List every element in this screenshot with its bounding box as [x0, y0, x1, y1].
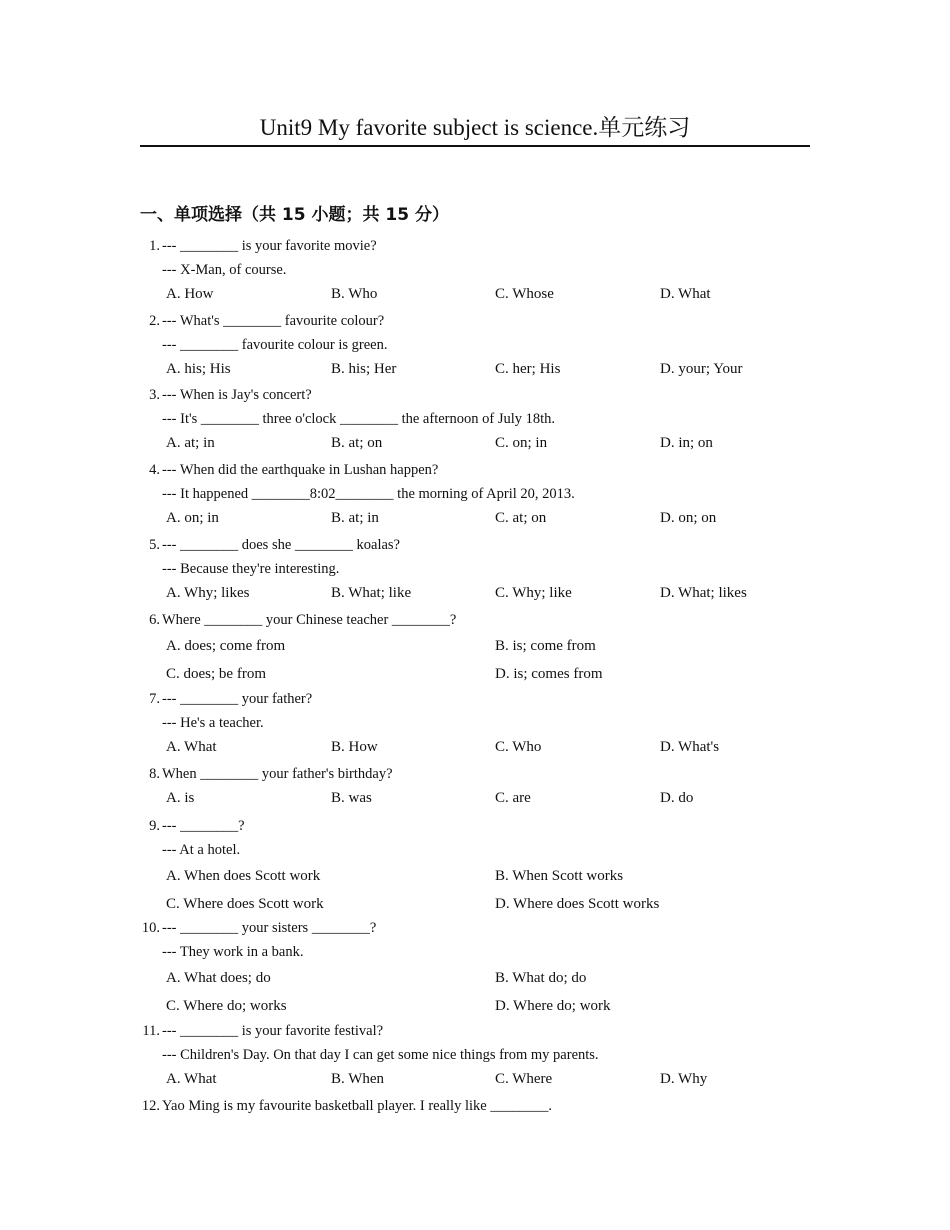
- question-7: [140, 687, 820, 759]
- option-d: D. Why: [660, 1071, 708, 1087]
- question-number: 9.: [149, 818, 160, 834]
- option-a: A. does; come from: [166, 638, 286, 654]
- option-c: C. Who: [495, 739, 542, 755]
- option-b: B. How: [331, 739, 378, 755]
- option-a: A. What does; do: [166, 970, 271, 986]
- option-d: D. What's: [660, 739, 720, 755]
- option-c: C. her; His: [495, 361, 561, 377]
- option-d: D. your; Your: [660, 361, 743, 377]
- question-3: [140, 383, 820, 455]
- option-b: B. What; like: [331, 585, 412, 601]
- option-b: B. his; Her: [331, 361, 397, 377]
- question-answer-line: --- They work in a bank.: [162, 944, 304, 960]
- option-b: B. When: [331, 1071, 385, 1087]
- option-b: B. Who: [331, 286, 378, 302]
- question-stem: --- ________ does she ________ koalas?: [162, 537, 400, 553]
- question-number: 2.: [149, 313, 160, 329]
- question-number: 6.: [149, 612, 160, 628]
- option-a: A. Why; likes: [166, 585, 250, 601]
- option-c: C. Where: [495, 1071, 553, 1087]
- option-a: A. is: [166, 790, 195, 806]
- option-c: C. at; on: [495, 510, 547, 526]
- question-number: 5.: [149, 537, 160, 553]
- question-stem: --- ________ your father?: [162, 691, 313, 707]
- question-stem: --- ________?: [162, 818, 245, 834]
- section-heading: 一、单项选择（共 15 小题；共 15 分）: [140, 205, 449, 225]
- question-number: 10.: [141, 920, 160, 936]
- question-number: 12.: [141, 1098, 160, 1114]
- option-b: B. When Scott works: [495, 868, 624, 884]
- question-8: [140, 762, 820, 810]
- option-d: D. is; comes from: [495, 666, 603, 682]
- question-stem: When ________ your father's birthday?: [162, 766, 393, 782]
- option-d: D. What: [660, 286, 711, 302]
- option-d: D. Where does Scott works: [495, 896, 660, 912]
- option-b: B. at; in: [331, 510, 379, 526]
- question-number: 3.: [149, 387, 160, 403]
- question-6: [140, 608, 820, 688]
- option-a: A. What: [166, 739, 217, 755]
- option-b: B. at; on: [331, 435, 383, 451]
- question-5: [140, 533, 820, 605]
- question-9: [140, 814, 820, 918]
- question-12: [140, 1094, 820, 1118]
- question-answer-line: --- ________ favourite colour is green.: [162, 337, 388, 353]
- question-number: 4.: [149, 462, 160, 478]
- option-b: B. is; come from: [495, 638, 596, 654]
- option-a: A. When does Scott work: [166, 868, 321, 884]
- question-answer-line: --- It's ________ three o'clock ________ the afternoon of July 18th.: [162, 411, 556, 427]
- option-b: B. was: [331, 790, 372, 806]
- question-11: [140, 1019, 820, 1091]
- option-c: C. Whose: [495, 286, 554, 302]
- question-stem: --- ________ is your favorite festival?: [162, 1023, 384, 1039]
- question-1: [140, 234, 820, 306]
- option-c: C. Where do; works: [166, 998, 287, 1014]
- option-a: A. How: [166, 286, 214, 302]
- option-d: D. What; likes: [660, 585, 747, 601]
- option-c: C. are: [495, 790, 531, 806]
- question-answer-line: --- Children's Day. On that day I can get some nice things from my parents.: [162, 1047, 599, 1063]
- question-10: [140, 916, 820, 1020]
- question-answer-line: --- It happened ________8:02________ the morning of April 20, 2013.: [162, 486, 575, 502]
- option-a: A. his; His: [166, 361, 231, 377]
- question-stem: --- What's ________ favourite colour?: [162, 313, 385, 329]
- question-stem: Yao Ming is my favourite basketball player. I really like ________.: [162, 1098, 552, 1114]
- question-answer-line: --- Because they're interesting.: [162, 561, 340, 577]
- question-stem: --- When did the earthquake in Lushan happen?: [162, 462, 439, 478]
- option-a: A. on; in: [166, 510, 219, 526]
- question-number: 11.: [142, 1023, 160, 1039]
- option-d: D. Where do; work: [495, 998, 611, 1014]
- option-d: D. in; on: [660, 435, 713, 451]
- option-c: C. on; in: [495, 435, 548, 451]
- option-c: C. Why; like: [495, 585, 572, 601]
- option-d: D. on; on: [660, 510, 717, 526]
- option-d: D. do: [660, 790, 694, 806]
- option-b: B. What do; do: [495, 970, 587, 986]
- option-a: A. What: [166, 1071, 217, 1087]
- option-a: A. at; in: [166, 435, 215, 451]
- question-answer-line: --- At a hotel.: [162, 842, 241, 858]
- question-answer-line: --- He's a teacher.: [162, 715, 264, 731]
- question-stem: --- ________ your sisters ________?: [162, 920, 377, 936]
- question-stem: Where ________ your Chinese teacher ________?: [162, 612, 457, 628]
- document-title: Unit9 My favorite subject is science.单元练习: [140, 113, 810, 147]
- question-stem: --- When is Jay's concert?: [162, 387, 312, 403]
- question-stem: --- ________ is your favorite movie?: [162, 238, 377, 254]
- option-c: C. Where does Scott work: [166, 896, 324, 912]
- question-answer-line: --- X-Man, of course.: [162, 262, 287, 278]
- question-number: 7.: [149, 691, 160, 707]
- option-c: C. does; be from: [166, 666, 266, 682]
- question-4: [140, 458, 820, 530]
- question-number: 8.: [149, 766, 160, 782]
- question-number: 1.: [149, 238, 160, 254]
- question-2: [140, 309, 820, 381]
